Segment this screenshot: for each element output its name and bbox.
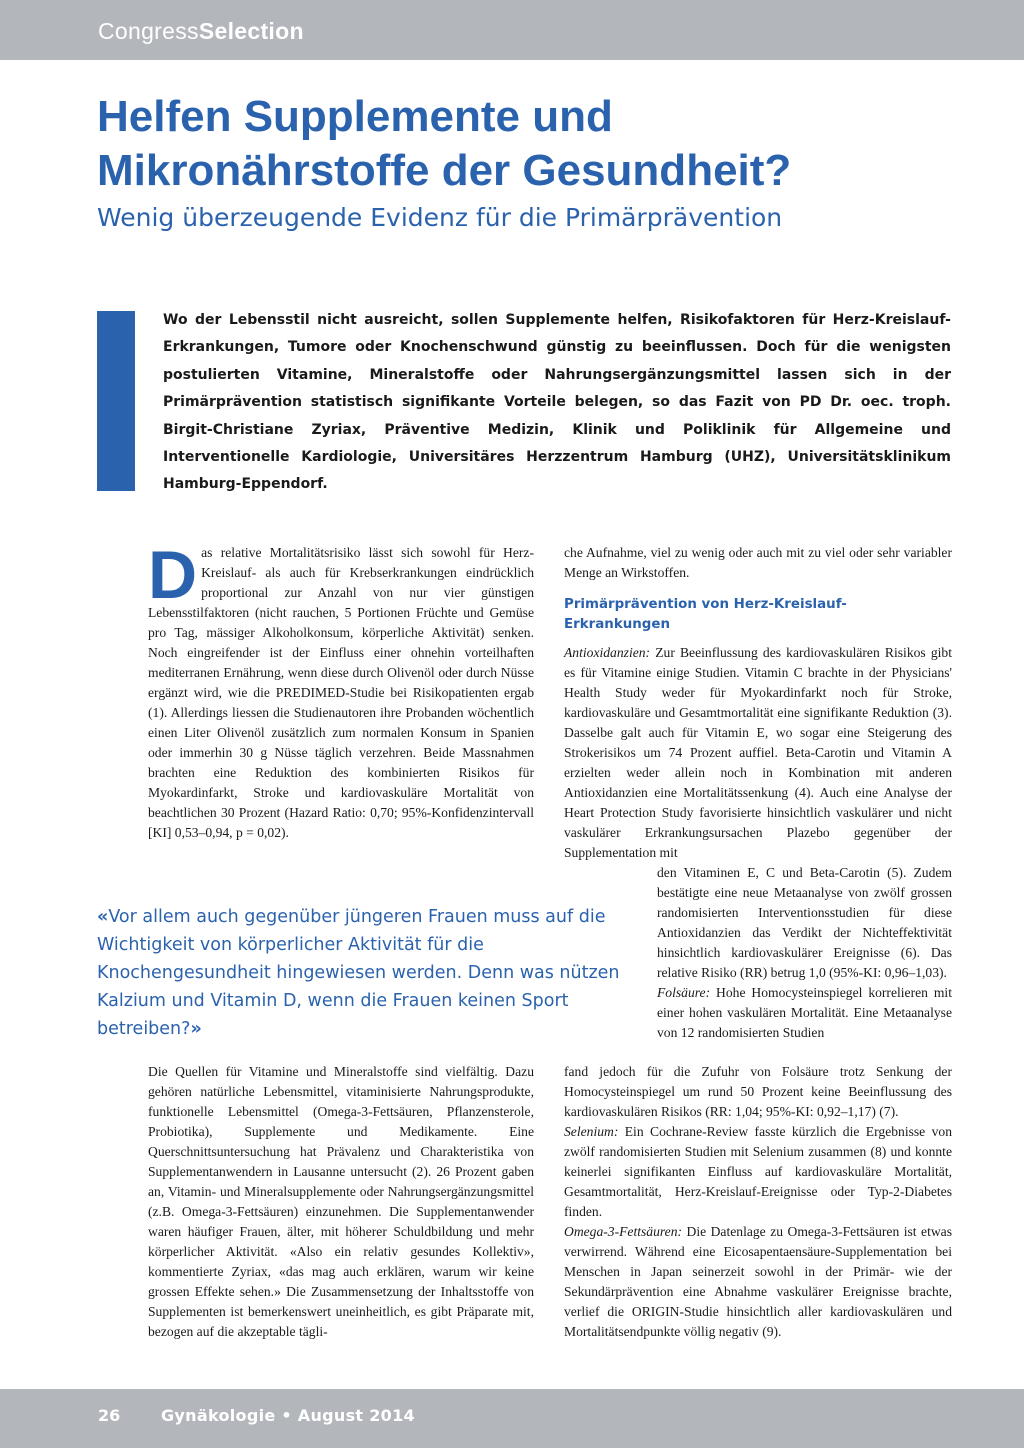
brand-logo [98, 18, 304, 45]
antioxidant-label: Antioxidanzien: [564, 645, 651, 660]
journal-issue: Gynäkologie • August 2014 [161, 1406, 415, 1425]
selenium-text: Ein Cochrane-Review fasste kürzlich die Ergebnisse von zwölf randomisierten Studien mit Selenium zusammen (8) und konnte keinerlei signifikanten Einfluss auf kardiovaskuläre Mortalität, Gesamtmortalität, Herz-Kreislauf-Ereignisse oder Typ-2-Diabetes finden. [564, 1124, 952, 1219]
folsaeure-text: Hohe Homocysteinspiegel korrelieren mit einer hohen vaskulären Mortalität. Eine Metaanalyse von 12 randomisierten Studien [657, 985, 952, 1040]
left-column-bottom [148, 1062, 534, 1342]
intro-paragraph [148, 537, 534, 843]
folsaeure-paragraph [657, 983, 952, 1043]
right-intro-text: che Aufnahme, viel zu wenig oder auch mit zu viel oder sehr variabler Menge an Wirkstoffen. [564, 545, 952, 580]
folsaeure-label: Folsäure: [657, 985, 711, 1000]
initial-letter-bar [97, 311, 135, 491]
pull-quote [97, 903, 632, 1043]
quote-open-mark: « [97, 907, 109, 927]
intro-text: as relative Mortalitätsrisiko lässt sich sowohl für Herz-Kreislauf- als auch für Krebserkrankungen eindrücklich proportional zur Anzahl von nur vier günstigen Lebensstilfaktoren (nicht rauchen, 5 Portionen Früchte und Gemüse pro Tag, mässiger Alkoholkonsum, körperliche Aktivität) senken. Noch eingreifender ist der Einfluss einer ohnehin vorteilhaften mediterranen Ernährung, wenn diese durch Olivenöl oder durch Nüsse ergänzt wird, wie die PREDIMED-Studie bei Risikopatienten ergab (1). Allerdings liessen die Studienautoren ihre Probanden wöchentlich einen Liter Olivenöl zusätzlich zum normalen Konsum in Spanien oder immerhin 30 g Nüsse täglich verzehren. Beide Massnahmen brachten eine Reduktion des kombinierten Risikos für Myokardinfarkt, Stroke und kardiovaskuläre Mortalität von beachtlichen 30 Prozent (Hazard Ratio: 0,70; 95%-Konfidenzintervall [KI] 0,53–0,94, p = 0,02). [148, 545, 534, 840]
drop-cap: D [148, 537, 198, 613]
antioxidant-paragraph [564, 643, 952, 863]
sources-paragraph: Die Quellen für Vitamine und Mineralstoffe sind vielfältig. Dazu gehören natürliche Lebensmittel, vitaminisierte Nahrungsprodukte, funktionelle Lebensmittel (Omega-3-Fettsäuren, Pflanzensterole, Probiotika), Supplemente und Medikamente. Eine Querschnittsuntersuchung hat Prävalenz und Charakteristika von Supplementanwendern in Lausanne untersucht (2). 26 Prozent gaben an, Vitamin- und Mineralsupplemente oder Nahrungsergänzungsmittel (z.B. Omega-3-Fettsäuren) einzunehmen. Die Supplementanwender waren häufiger Frauen, älter, mit höherer Schuldbildung und mehr körperlicher Aktivität. «Also ein relativ gesundes Kollektiv», kommentierte Zyriax, «das mag auch erklären, warum wir keine grossen Effekte sehen.» Die Zusammensetzung der Inhaltsstoffe von Supplementen ist bemerkenswert uneinheitlich, es gibt Präparate mit, bezogen auf die akzeptable tägli- [148, 1064, 534, 1339]
footer-bar [0, 1389, 1024, 1448]
selenium-label: Selenium: [564, 1124, 619, 1139]
brand-light: Congress [98, 18, 199, 44]
right-column-top [564, 543, 952, 863]
page-number: 26 [98, 1406, 121, 1425]
right-column-narrow [657, 863, 952, 1043]
quote-close-mark: » [190, 1019, 202, 1039]
section-heading: Primärprävention von Herz-Kreislauf-Erkrankungen [564, 597, 847, 632]
brand-bold: Selection [198, 18, 304, 44]
antioxidant-continued: den Vitaminen E, C und Beta-Carotin (5). Zudem bestätigte eine neue Metaanalyse von zwölf grossen randomisierten Interventionsstudien für diese Antioxidanzien das Verdikt der Nichteffektivität hinsichtlich kardiovaskulärer Ereignisse (6). Das relative Risiko (RR) betrug 1,0 (95%-KI: 0,96–1,03). [657, 865, 952, 980]
folsaeure-continued: fand jedoch für die Zufuhr von Folsäure trotz Senkung der Homocysteinspiegel um rund 50 Prozent keine Beeinflussung des kardiovaskulären Risikos (RR: 1,04; 95%-KI: 0,92–1,17) (7). [564, 1064, 952, 1119]
article-title: Helfen Supplemente und Mikronährstoffe der Gesundheit? [97, 92, 792, 195]
omega3-text: Die Datenlage zu Omega-3-Fettsäuren ist etwas verwirrend. Während eine Eicosapentaensäure-Supplementation bei Menschen in Japan seinerzeit sowohl in der Primär- wie der Sekundärprävention eine Abnahme vaskulärer Ereignisse brachte, verlief die ORIGIN-Studie hinsichtlich aller kardiovaskulären und Mortalitätsendpunkte völlig negativ (9). [564, 1224, 952, 1339]
antioxidant-text: Zur Beeinflussung des kardiovaskulären Risikos gibt es für Vitamine einige Studien. Vitamin C brachte in der Physicians' Health Study weder für Myokardinfarkt noch für Stroke, kardiovaskuläre und Gesamtmortalität eine signifikante Reduktion (3). Dasselbe galt auch für Vitamin E, wo sogar eine Steigerung des Strokerisikos um 74 Prozent auffiel. Beta-Carotin und Vitamin A erzielten weder allein noch in Kombination mit anderen Antioxidanzien eine Mortalitätssenkung (4). Auch eine Analyse der Heart Protection Study favorisierte hinsichtlich vaskulärer und nicht vaskulärer Erkrankungsursachen Plazebo gegenüber der Supplementation mit [564, 645, 952, 860]
article-subtitle: Wenig überzeugende Evidenz für die Primärprävention [97, 203, 783, 232]
right-column-bottom [564, 1062, 952, 1342]
quote-text: Vor allem auch gegenüber jüngeren Frauen muss auf die Wichtigkeit von körperlicher Aktivität für die Knochengesundheit hingewiesen werden. Denn was nützen Kalzium und Vitamin D, wenn die Frauen keinen Sport betreiben? [97, 907, 620, 1039]
omega3-paragraph [564, 1222, 952, 1342]
left-column-top [148, 537, 534, 843]
omega3-label: Omega-3-Fettsäuren: [564, 1224, 683, 1239]
lead-paragraph: Wo der Lebensstil nicht ausreicht, sollen Supplemente helfen, Risikofaktoren für Herz-Kreislauf-Erkrankungen, Tumore oder Knochenschwund günstig zu beeinflussen. Doch für die wenigsten postulierten Vitamine, Mineralstoffe oder Nahrungsergänzungsmittel lassen sich in der Primärprävention statistisch signifikante Vorteile belegen, so das Fazit von PD Dr. oec. troph. Birgit-Christiane Zyriax, Präventive Medizin, Klinik und Poliklinik für Allgemeine und Interventionelle Kardiologie, Universitäres Herzzentrum Hamburg (UHZ), Universitätsklinikum Hamburg-Eppendorf. [163, 312, 951, 493]
selenium-paragraph [564, 1122, 952, 1222]
